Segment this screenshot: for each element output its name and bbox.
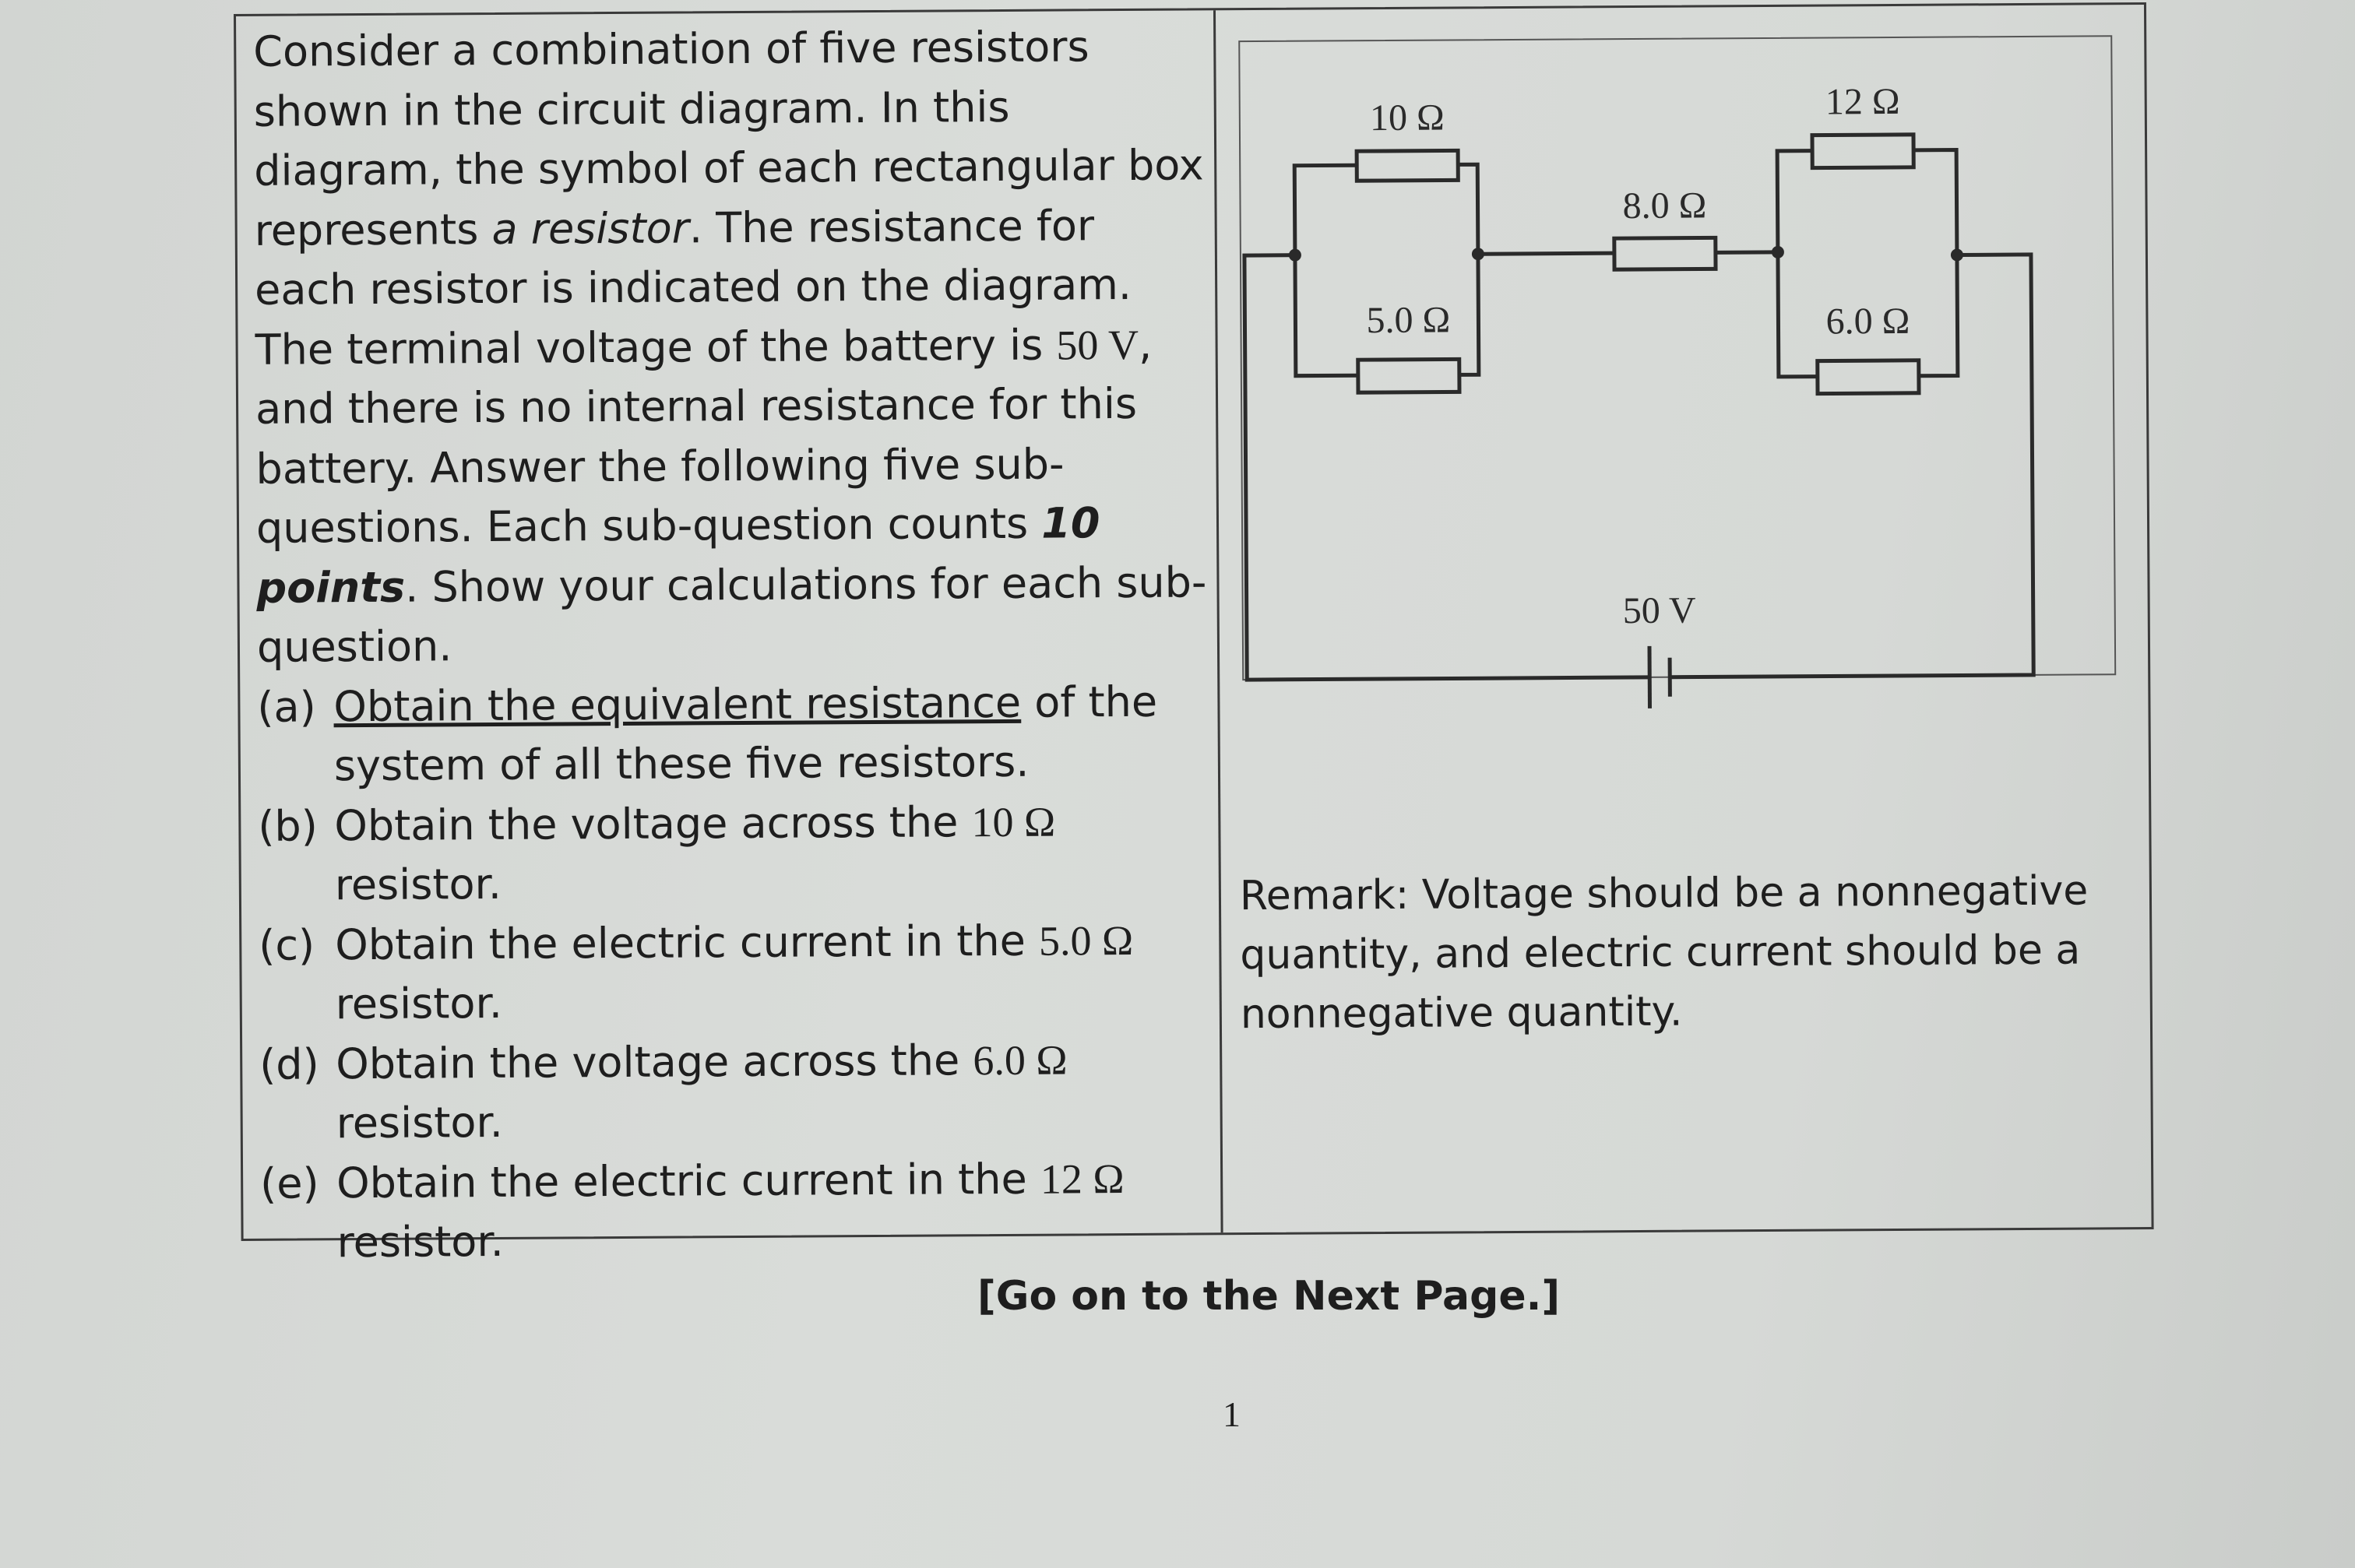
resistor-12-ohm [1812,135,1913,168]
label-6-ohm: 6.0 Ω [1825,300,1910,343]
subquestion-e: (e) Obtain the electric current in the 12 Ω resistor. [259,1154,1125,1267]
wire [1478,253,1614,254]
wire [1458,164,1478,254]
resistor-6-ohm [1818,360,1919,394]
wire [1918,255,1958,375]
resistor-5-ohm [1358,359,1459,392]
label-12-ohm: 12 Ω [1825,80,1900,123]
label-8-ohm: 8.0 Ω [1622,185,1707,227]
junction-dot [1772,246,1784,258]
remark-label: Remark: [1239,871,1410,920]
label-5-ohm: 5.0 Ω [1366,299,1451,342]
column-divider [1213,10,1223,1232]
subquestion-d: (d) Obtain the voltage across the 6.0 Ω resistor. [259,1035,1068,1148]
wire [1459,254,1479,374]
label-10-ohm: 10 Ω [1369,97,1445,139]
junction-dot [1951,248,1963,261]
next-page-note: [Go on to the Next Page.] [977,1273,1561,1320]
resistor-8-ohm [1614,237,1716,269]
wire [1778,252,1818,377]
page-number: 1 [1223,1394,1241,1434]
subquestion-a: (a) Obtain the equivalent resistance of the system of all these five resistors. [257,677,1158,791]
remark-text: Voltage should be a nonnegative quantity, and electric current should be a nonnegative quantity. [1240,867,2089,1039]
resistor-10-ohm [1357,150,1458,181]
problem-box [234,2,2154,1267]
question-text [253,16,1211,1273]
wire [1913,149,1957,255]
junction-dot [1289,249,1301,262]
wire [1777,151,1813,252]
subquestion-c: (c) Obtain the electric current in the 5.0 Ω resistor. [259,916,1134,1029]
junction-dot [1472,248,1484,260]
remark [1240,861,2113,1044]
wire [1295,255,1358,375]
wire [1294,165,1357,255]
circuit-diagram [1231,28,2131,719]
label-battery: 50 V [1622,589,1696,632]
subquestion-b: (b) Obtain the voltage across the 10 Ω resistor. [258,796,1056,910]
question-intro: Consider a combination of five resistors shown in the circuit diagram. In this diagram, the symbol of each rectangular box represents a resistor. The resistance for each resistor is indicated on the diagram. The terminal voltage of the battery is 50 V, and there is no internal resistance for this battery. Answer the following five sub-questions. Each sub-question counts 10 points. Show your calculations for each sub-question. [253,22,1207,672]
